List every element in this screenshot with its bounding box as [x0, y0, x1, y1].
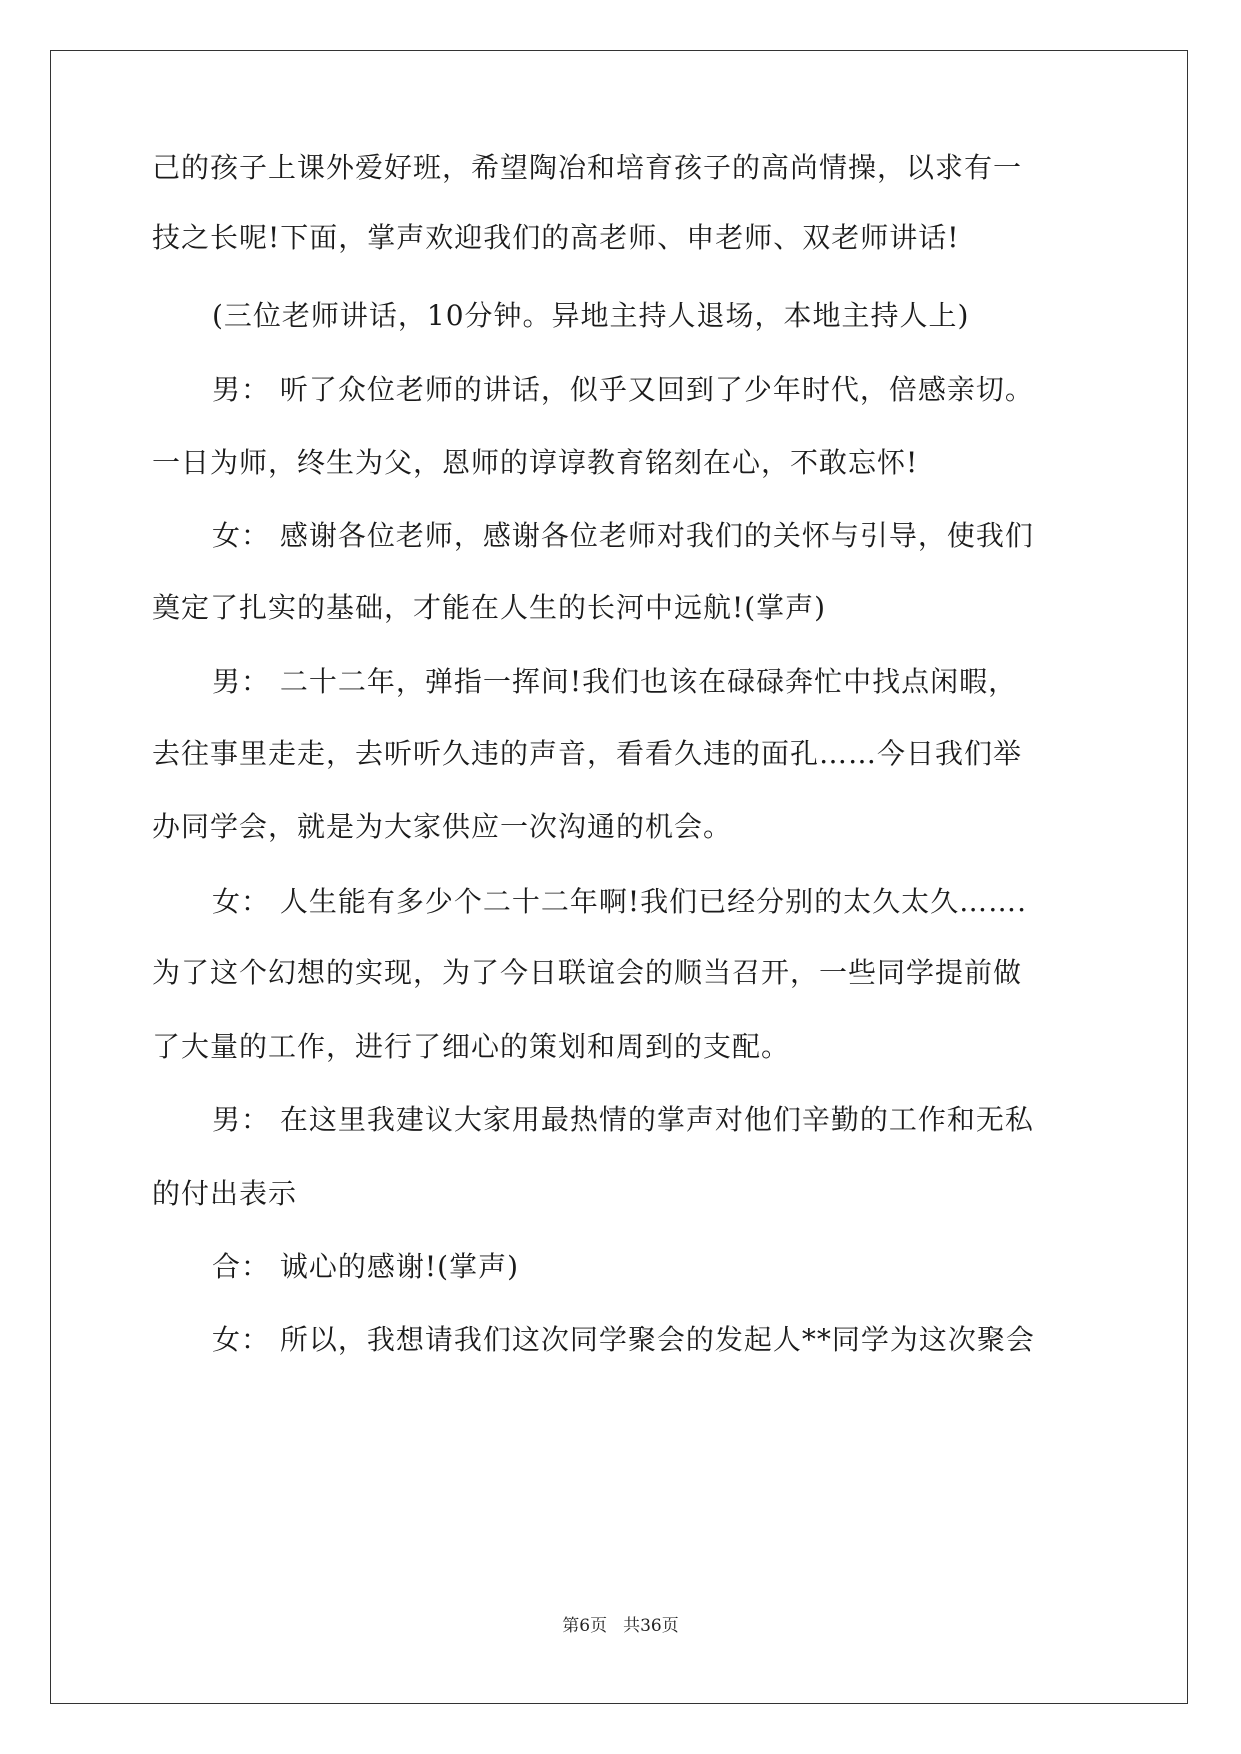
text-line: 男： 听了众位老师的讲话，似乎又回到了少年时代，倍感亲切。: [212, 373, 1034, 406]
text-line: 办同学会，就是为大家供应一次沟通的机会。: [152, 810, 733, 843]
text-line: 奠定了扎实的基础，才能在人生的长河中远航!(掌声): [152, 591, 827, 624]
text-line: 女： 人生能有多少个二十二年啊!我们已经分别的太久太久…….: [212, 885, 1028, 918]
text-line: 为了这个幻想的实现，为了今日联谊会的顺当召开，一些同学提前做: [152, 956, 1023, 989]
page-number: 第6页: [562, 1616, 608, 1636]
text-line: 技之长呢!下面，掌声欢迎我们的高老师、申老师、双老师讲话!: [152, 221, 960, 254]
text-line: 己的孩子上课外爱好班，希望陶冶和培育孩子的高尚情操，以求有一: [152, 151, 1023, 184]
text-line: 去往事里走走，去听听久违的声音，看看久违的面孔……今日我们举: [152, 737, 1023, 770]
text-line: 男： 在这里我建议大家用最热情的掌声对他们辛勤的工作和无私: [212, 1103, 1034, 1136]
page-footer: [0, 1614, 1241, 1638]
page-total: 共36页: [623, 1616, 679, 1636]
text-line: 了大量的工作，进行了细心的策划和周到的支配。: [152, 1030, 791, 1063]
text-line: 男： 二十二年，弹指一挥间!我们也该在碌碌奔忙中找点闲暇，: [212, 665, 1018, 698]
text-line: (三位老师讲话，10分钟。异地主持人退场，本地主持人上): [212, 299, 970, 332]
text-line: 女： 所以，我想请我们这次同学聚会的发起人**同学为这次聚会: [212, 1323, 1035, 1356]
text-line: 的付出表示: [152, 1177, 298, 1210]
text-line: 合： 诚心的感谢!(掌声): [212, 1250, 520, 1283]
text-line: 女： 感谢各位老师，感谢各位老师对我们的关怀与引导，使我们: [212, 519, 1034, 552]
text-line: 一日为师，终生为父，恩师的谆谆教育铭刻在心，不敢忘怀!: [152, 446, 919, 479]
